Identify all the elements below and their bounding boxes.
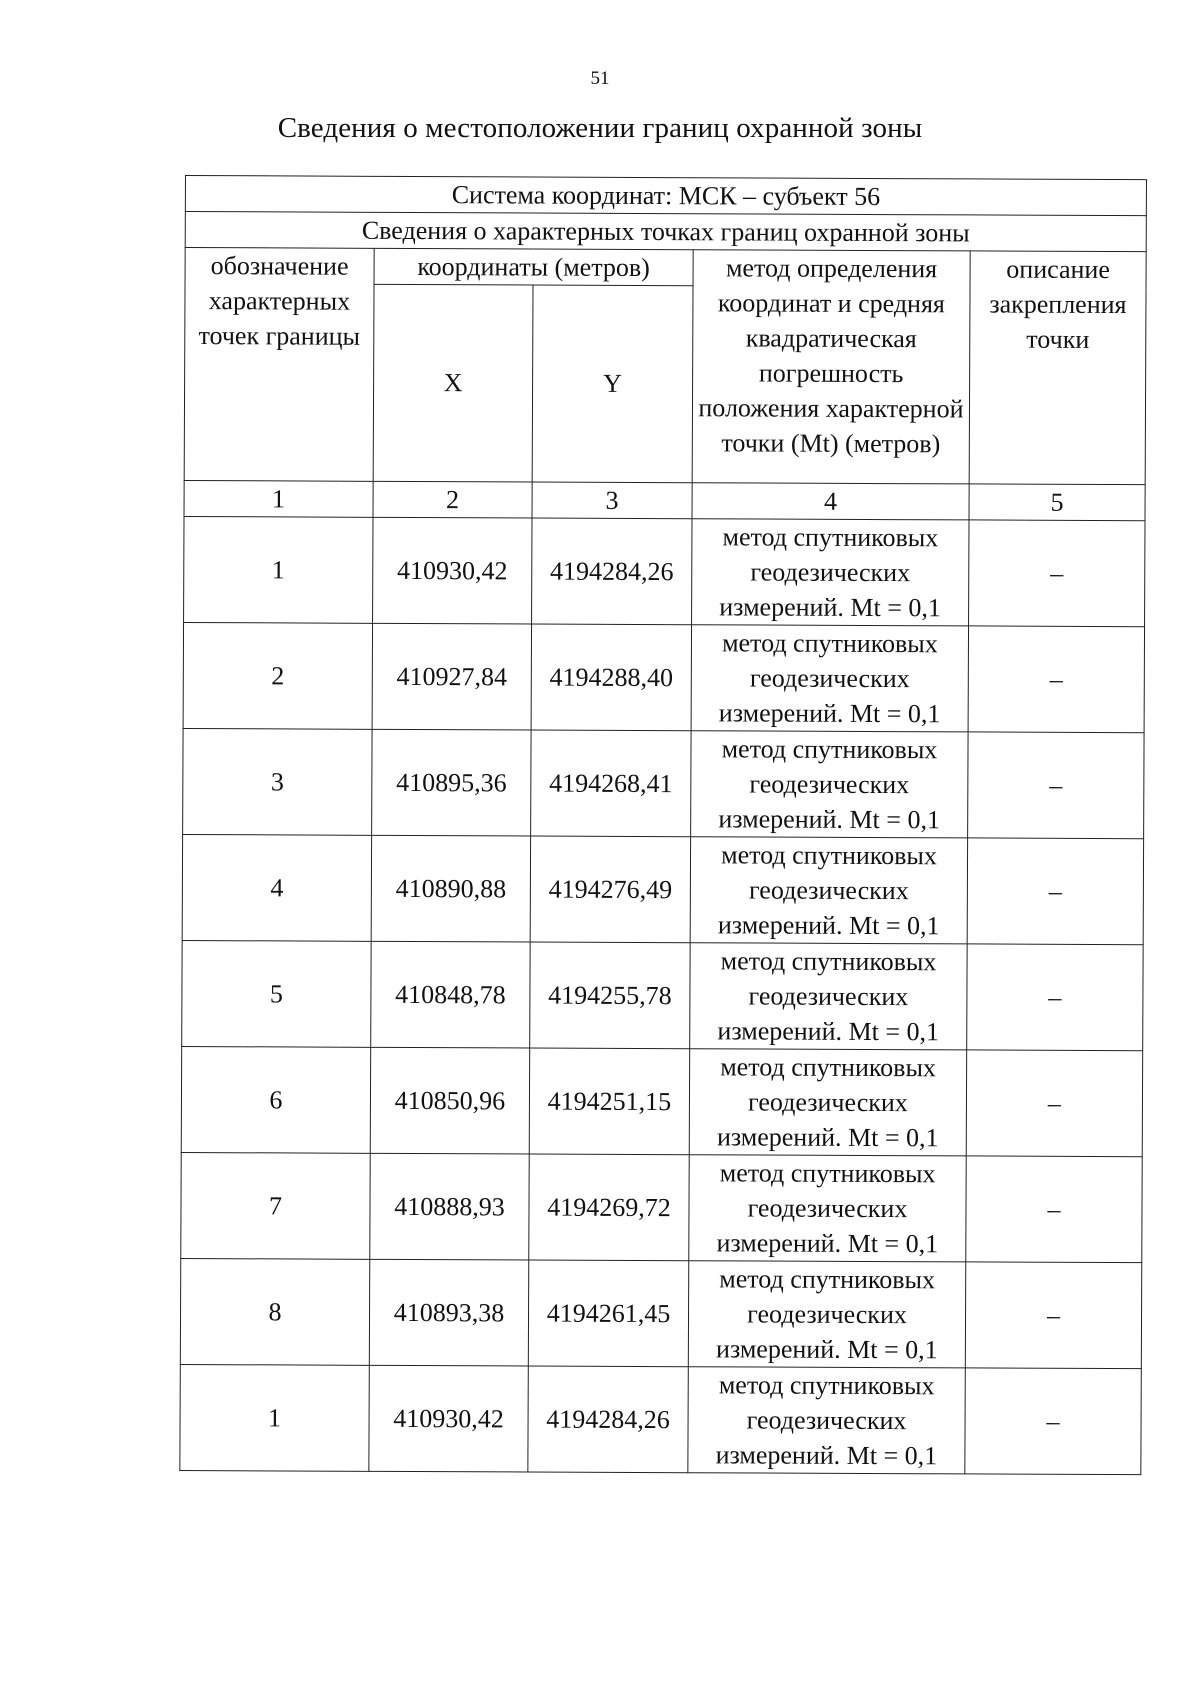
method-cell	[688, 1367, 965, 1474]
method-line: метод спутниковых	[721, 734, 938, 765]
fixing-description-cell: –	[968, 626, 1144, 733]
y-coordinate-cell: 4194269,72	[529, 1154, 689, 1261]
fixing-description-cell: –	[966, 1156, 1142, 1263]
method-line: измерений. Mt = 0,1	[717, 1016, 940, 1047]
method-cell	[688, 1261, 965, 1368]
method-cell	[691, 625, 968, 732]
column-number: 4	[692, 483, 969, 520]
fixing-description-cell: –	[966, 1050, 1142, 1157]
method-line: измерений. Mt = 0,1	[716, 1334, 938, 1365]
x-coordinate-cell: 410893,38	[369, 1259, 528, 1366]
method-line: метод спутниковых	[718, 1370, 935, 1401]
table-row	[180, 1364, 1141, 1474]
method-line: метод спутниковых	[722, 628, 938, 659]
column-number: 3	[532, 482, 692, 519]
y-coordinate-cell: 4194251,15	[529, 1048, 689, 1155]
x-coordinate-cell: 410930,42	[373, 517, 532, 624]
method-line: метод спутниковых	[720, 946, 937, 977]
fixing-description-cell: –	[969, 520, 1145, 627]
method-line: геодезических	[749, 663, 910, 694]
method-line: геодезических	[747, 1299, 907, 1330]
header-row	[185, 248, 1146, 288]
table-row	[182, 834, 1143, 944]
fixing-description-cell: –	[965, 1368, 1141, 1475]
method-cell	[689, 1155, 966, 1262]
point-id-cell: 1	[180, 1364, 369, 1471]
table-row	[182, 940, 1143, 1050]
page-title: Сведения о местоположении границ охранной зоны	[277, 112, 923, 144]
table-row	[181, 1152, 1142, 1262]
header-y: Y	[532, 285, 693, 483]
y-coordinate-cell: 4194255,78	[530, 942, 690, 1049]
method-line: геодезических	[746, 1405, 907, 1436]
fixing-description-cell: –	[968, 732, 1144, 839]
header-point-designation: обозначение характерных точек границы	[184, 248, 374, 482]
method-line: геодезических	[747, 1193, 908, 1224]
method-line: измерений. Mt = 0,1	[718, 804, 941, 835]
y-coordinate-cell: 4194284,26	[532, 518, 692, 625]
table-row	[181, 1046, 1142, 1156]
method-cell	[690, 943, 967, 1050]
column-number: 2	[373, 481, 532, 518]
method-cell	[692, 519, 969, 626]
method-line: измерений. Mt = 0,1	[716, 1228, 939, 1259]
x-coordinate-cell: 410930,42	[369, 1365, 528, 1472]
boundary-points-table	[179, 175, 1147, 1475]
method-cell	[689, 1049, 966, 1156]
method-line: измерений. Mt = 0,1	[717, 910, 940, 941]
coordinate-system-cell: Система координат: МСК – субъект 56	[185, 176, 1146, 216]
table-row	[180, 1258, 1141, 1368]
y-coordinate-cell: 4194284,26	[528, 1366, 688, 1473]
header-method: метод определения координат и средняя квадратическая погрешность положения характерной точки (Mt) (метров)	[692, 250, 970, 484]
method-cell	[690, 837, 967, 944]
method-line: метод спутниковых	[722, 522, 939, 553]
method-line: геодезических	[748, 875, 909, 906]
y-coordinate-cell: 4194261,45	[528, 1260, 688, 1367]
method-line: измерений. Mt = 0,1	[718, 698, 941, 729]
point-id-cell: 8	[180, 1258, 369, 1365]
method-line: геодезических	[748, 981, 909, 1012]
method-line: метод спутниковых	[720, 1052, 937, 1083]
header-fixing: описание закрепления точки	[969, 251, 1146, 485]
y-coordinate-cell: 4194268,41	[531, 730, 691, 837]
table-row	[184, 516, 1145, 626]
fixing-description-cell: –	[967, 944, 1143, 1051]
fixing-description-cell: –	[965, 1262, 1141, 1369]
header-coordinates: координаты (метров)	[374, 248, 693, 285]
method-line: измерений. Mt = 0,1	[716, 1122, 939, 1153]
header-x: X	[373, 284, 533, 482]
point-id-cell: 5	[182, 940, 371, 1047]
point-id-cell: 1	[184, 516, 373, 623]
coordinate-system-row	[185, 176, 1146, 216]
table-row	[183, 728, 1144, 838]
method-line: геодезических	[748, 1087, 908, 1118]
point-id-cell: 7	[181, 1152, 370, 1259]
x-coordinate-cell: 410888,93	[370, 1153, 529, 1260]
y-coordinate-cell: 4194288,40	[531, 624, 691, 731]
column-number: 1	[184, 480, 373, 517]
x-coordinate-cell: 410850,96	[370, 1047, 529, 1154]
point-id-cell: 4	[182, 834, 371, 941]
point-id-cell: 3	[183, 728, 372, 835]
x-coordinate-cell: 410890,88	[371, 835, 530, 942]
table-row	[183, 622, 1144, 732]
column-numbers-row	[184, 480, 1145, 520]
page-number: 51	[590, 68, 610, 89]
x-coordinate-cell: 410927,84	[372, 623, 531, 730]
method-line: геодезических	[749, 769, 910, 800]
table-caption-row	[185, 212, 1146, 252]
point-id-cell: 6	[181, 1046, 370, 1153]
method-line: метод спутниковых	[719, 1264, 936, 1295]
method-cell	[691, 731, 968, 838]
method-line: геодезических	[750, 557, 911, 588]
column-number: 5	[969, 484, 1145, 521]
x-coordinate-cell: 410895,36	[372, 729, 531, 836]
fixing-description-cell: –	[967, 838, 1143, 945]
x-coordinate-cell: 410848,78	[371, 941, 530, 1048]
point-id-cell: 2	[183, 622, 372, 729]
y-coordinate-cell: 4194276,49	[530, 836, 690, 943]
method-line: метод спутниковых	[719, 1158, 936, 1189]
method-line: измерений. Mt = 0,1	[719, 592, 941, 623]
table-caption-cell: Сведения о характерных точках границ охранной зоны	[185, 212, 1146, 252]
method-line: метод спутниковых	[721, 840, 937, 871]
method-line: измерений. Mt = 0,1	[715, 1440, 938, 1471]
